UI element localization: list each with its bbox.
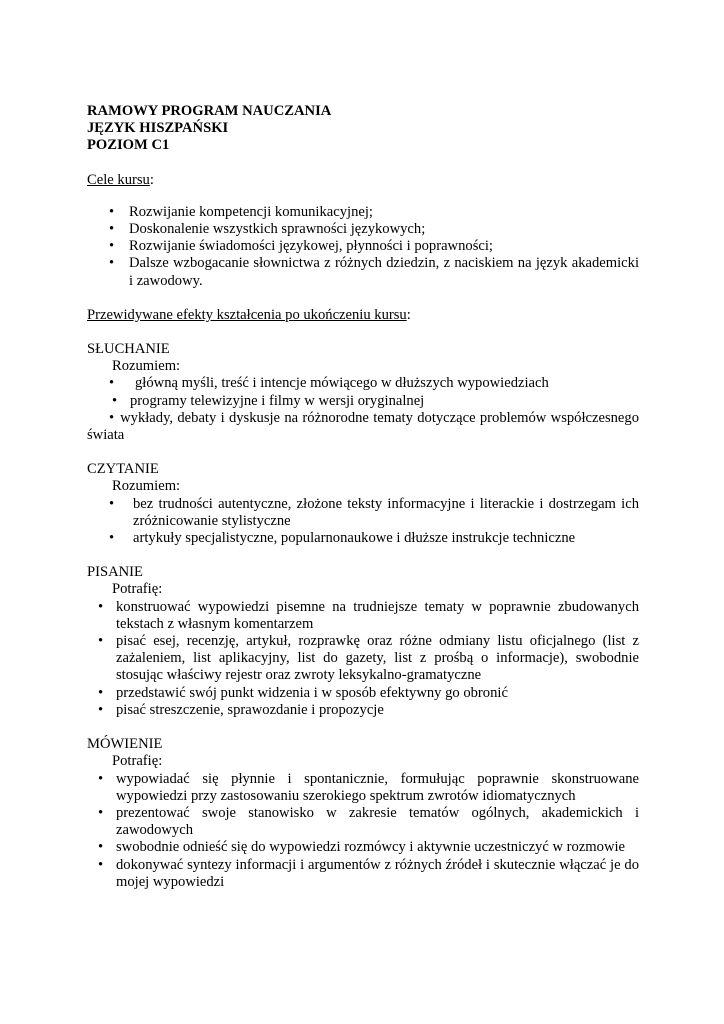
list-item [87, 496, 639, 530]
list-item-text: pisać streszczenie, sprawozdanie i propozycje [116, 701, 384, 718]
outcomes-heading [87, 307, 639, 324]
list-item [87, 839, 639, 856]
reading-list [87, 496, 639, 548]
list-item [87, 599, 639, 633]
outcomes-heading-colon: : [406, 306, 411, 323]
list-item [87, 805, 639, 839]
writing-intro: Potrafię: [112, 581, 163, 598]
writing-heading: PISANIE [87, 564, 143, 581]
list-item [87, 375, 639, 392]
listening-list [87, 375, 639, 444]
list-item [87, 221, 639, 238]
reading-heading: CZYTANIE [87, 461, 159, 478]
bullet-icon: • [98, 770, 104, 787]
list-item [87, 238, 639, 255]
list-item-text: swobodnie odnieść się do wypowiedzi rozmówcy i aktywnie uczestniczyć w rozmowie [116, 839, 626, 856]
bullet-icon: • [109, 530, 115, 547]
goals-list [87, 204, 639, 290]
program-title: RAMOWY PROGRAM NAUCZANIA [87, 103, 332, 119]
bullet-icon: • [98, 598, 104, 615]
document-page [87, 103, 639, 891]
bullet-icon: • [109, 495, 115, 512]
bullet-icon: • [109, 255, 115, 272]
writing-list [87, 599, 639, 719]
speaking-heading: MÓWIENIE [87, 736, 163, 753]
list-item [87, 771, 639, 805]
list-item [87, 204, 639, 221]
list-item-text: główną myśli, treść i intencje mówiącego w dłuższych wypowiedziach [135, 375, 549, 392]
list-item-text: pisać esej, recenzję, artykuł, rozprawkę oraz różne odmiany listu oficjalnego (list z zażaleniem, list aplikacyjny, list do gazety, list z prośbą o informacje), swobodnie stosując właściwy rejestr oraz zwroty leksykalno-gramatyczne [116, 633, 639, 684]
list-item-text: przedstawić swój punkt widzenia i w sposób efektywny go obronić [116, 684, 508, 701]
list-item [87, 685, 639, 702]
list-item [87, 530, 639, 547]
speaking-list [87, 771, 639, 891]
language-title: JĘZYK HISZPAŃSKI [87, 120, 229, 137]
list-item-text: konstruować wypowiedzi pisemne na trudniejsze tematy w poprawnie zbudowanych tekstach z własnym komentarzem [116, 598, 639, 632]
list-item-text: Rozwijanie świadomości językowej, płynności i poprawności; [129, 238, 493, 255]
list-item-text: wykłady, debaty i dyskusje na różnorodne tematy dotyczące problemów współczesnego świata [87, 409, 639, 444]
goals-heading-colon: : [149, 171, 154, 188]
bullet-icon: • [109, 203, 115, 220]
list-item-text: bez trudności autentyczne, złożone teksty informacyjne i literackie i dostrzegam ich zróżnicowanie stylistyczne [133, 495, 639, 529]
goals-heading-text: Cele kursu [87, 171, 150, 188]
list-item-text: Doskonalenie wszystkich sprawności językowych; [129, 221, 426, 238]
listening-heading: SŁUCHANIE [87, 341, 170, 358]
list-item [87, 410, 639, 444]
list-item-text: Dalsze wzbogacanie słownictwa z różnych dziedzin, z naciskiem na język akademicki i zawodowy. [129, 255, 639, 289]
list-item [87, 702, 639, 719]
list-item-text: artykuły specjalistyczne, popularnonaukowe i dłuższe instrukcje techniczne [133, 530, 576, 547]
list-item-text: dokonywać syntezy informacji i argumentów z różnych źródeł i skutecznie włączać je do mojej wypowiedzi [116, 856, 639, 890]
list-item [87, 857, 639, 891]
bullet-icon: • [109, 375, 115, 392]
list-item [87, 255, 639, 289]
bullet-icon: • [98, 804, 104, 821]
goals-heading [87, 172, 639, 189]
bullet-icon: • [98, 701, 104, 718]
bullet-icon: • [98, 684, 104, 701]
level-title: POZIOM C1 [87, 137, 170, 154]
outcomes-heading-text: Przewidywane efekty kształcenia po ukończeniu kursu [87, 306, 407, 323]
bullet-icon: • [109, 238, 115, 255]
bullet-icon: • [98, 633, 104, 650]
bullet-icon: • [98, 856, 104, 873]
list-item [87, 393, 639, 410]
bullet-icon: • [109, 221, 115, 238]
list-item-text: programy telewizyjne i filmy w wersji oryginalnej [130, 392, 425, 409]
list-item-text: wypowiadać się płynnie i spontanicznie, formułując poprawnie skonstruowane wypowiedzi przy zastosowaniu szerokiego spektrum zwrotów idiomatycznych [116, 770, 639, 804]
speaking-intro: Potrafię: [112, 753, 163, 770]
bullet-icon: • [98, 839, 104, 856]
list-item-text: Rozwijanie kompetencji komunikacyjnej; [129, 203, 373, 220]
list-item [87, 633, 639, 685]
bullet-icon: • [112, 392, 118, 409]
reading-intro: Rozumiem: [112, 478, 181, 495]
listening-intro: Rozumiem: [112, 358, 181, 375]
bullet-icon: • [109, 409, 115, 426]
list-item-text: prezentować swoje stanowisko w zakresie tematów ogólnych, akademickich i zawodowych [116, 804, 639, 839]
